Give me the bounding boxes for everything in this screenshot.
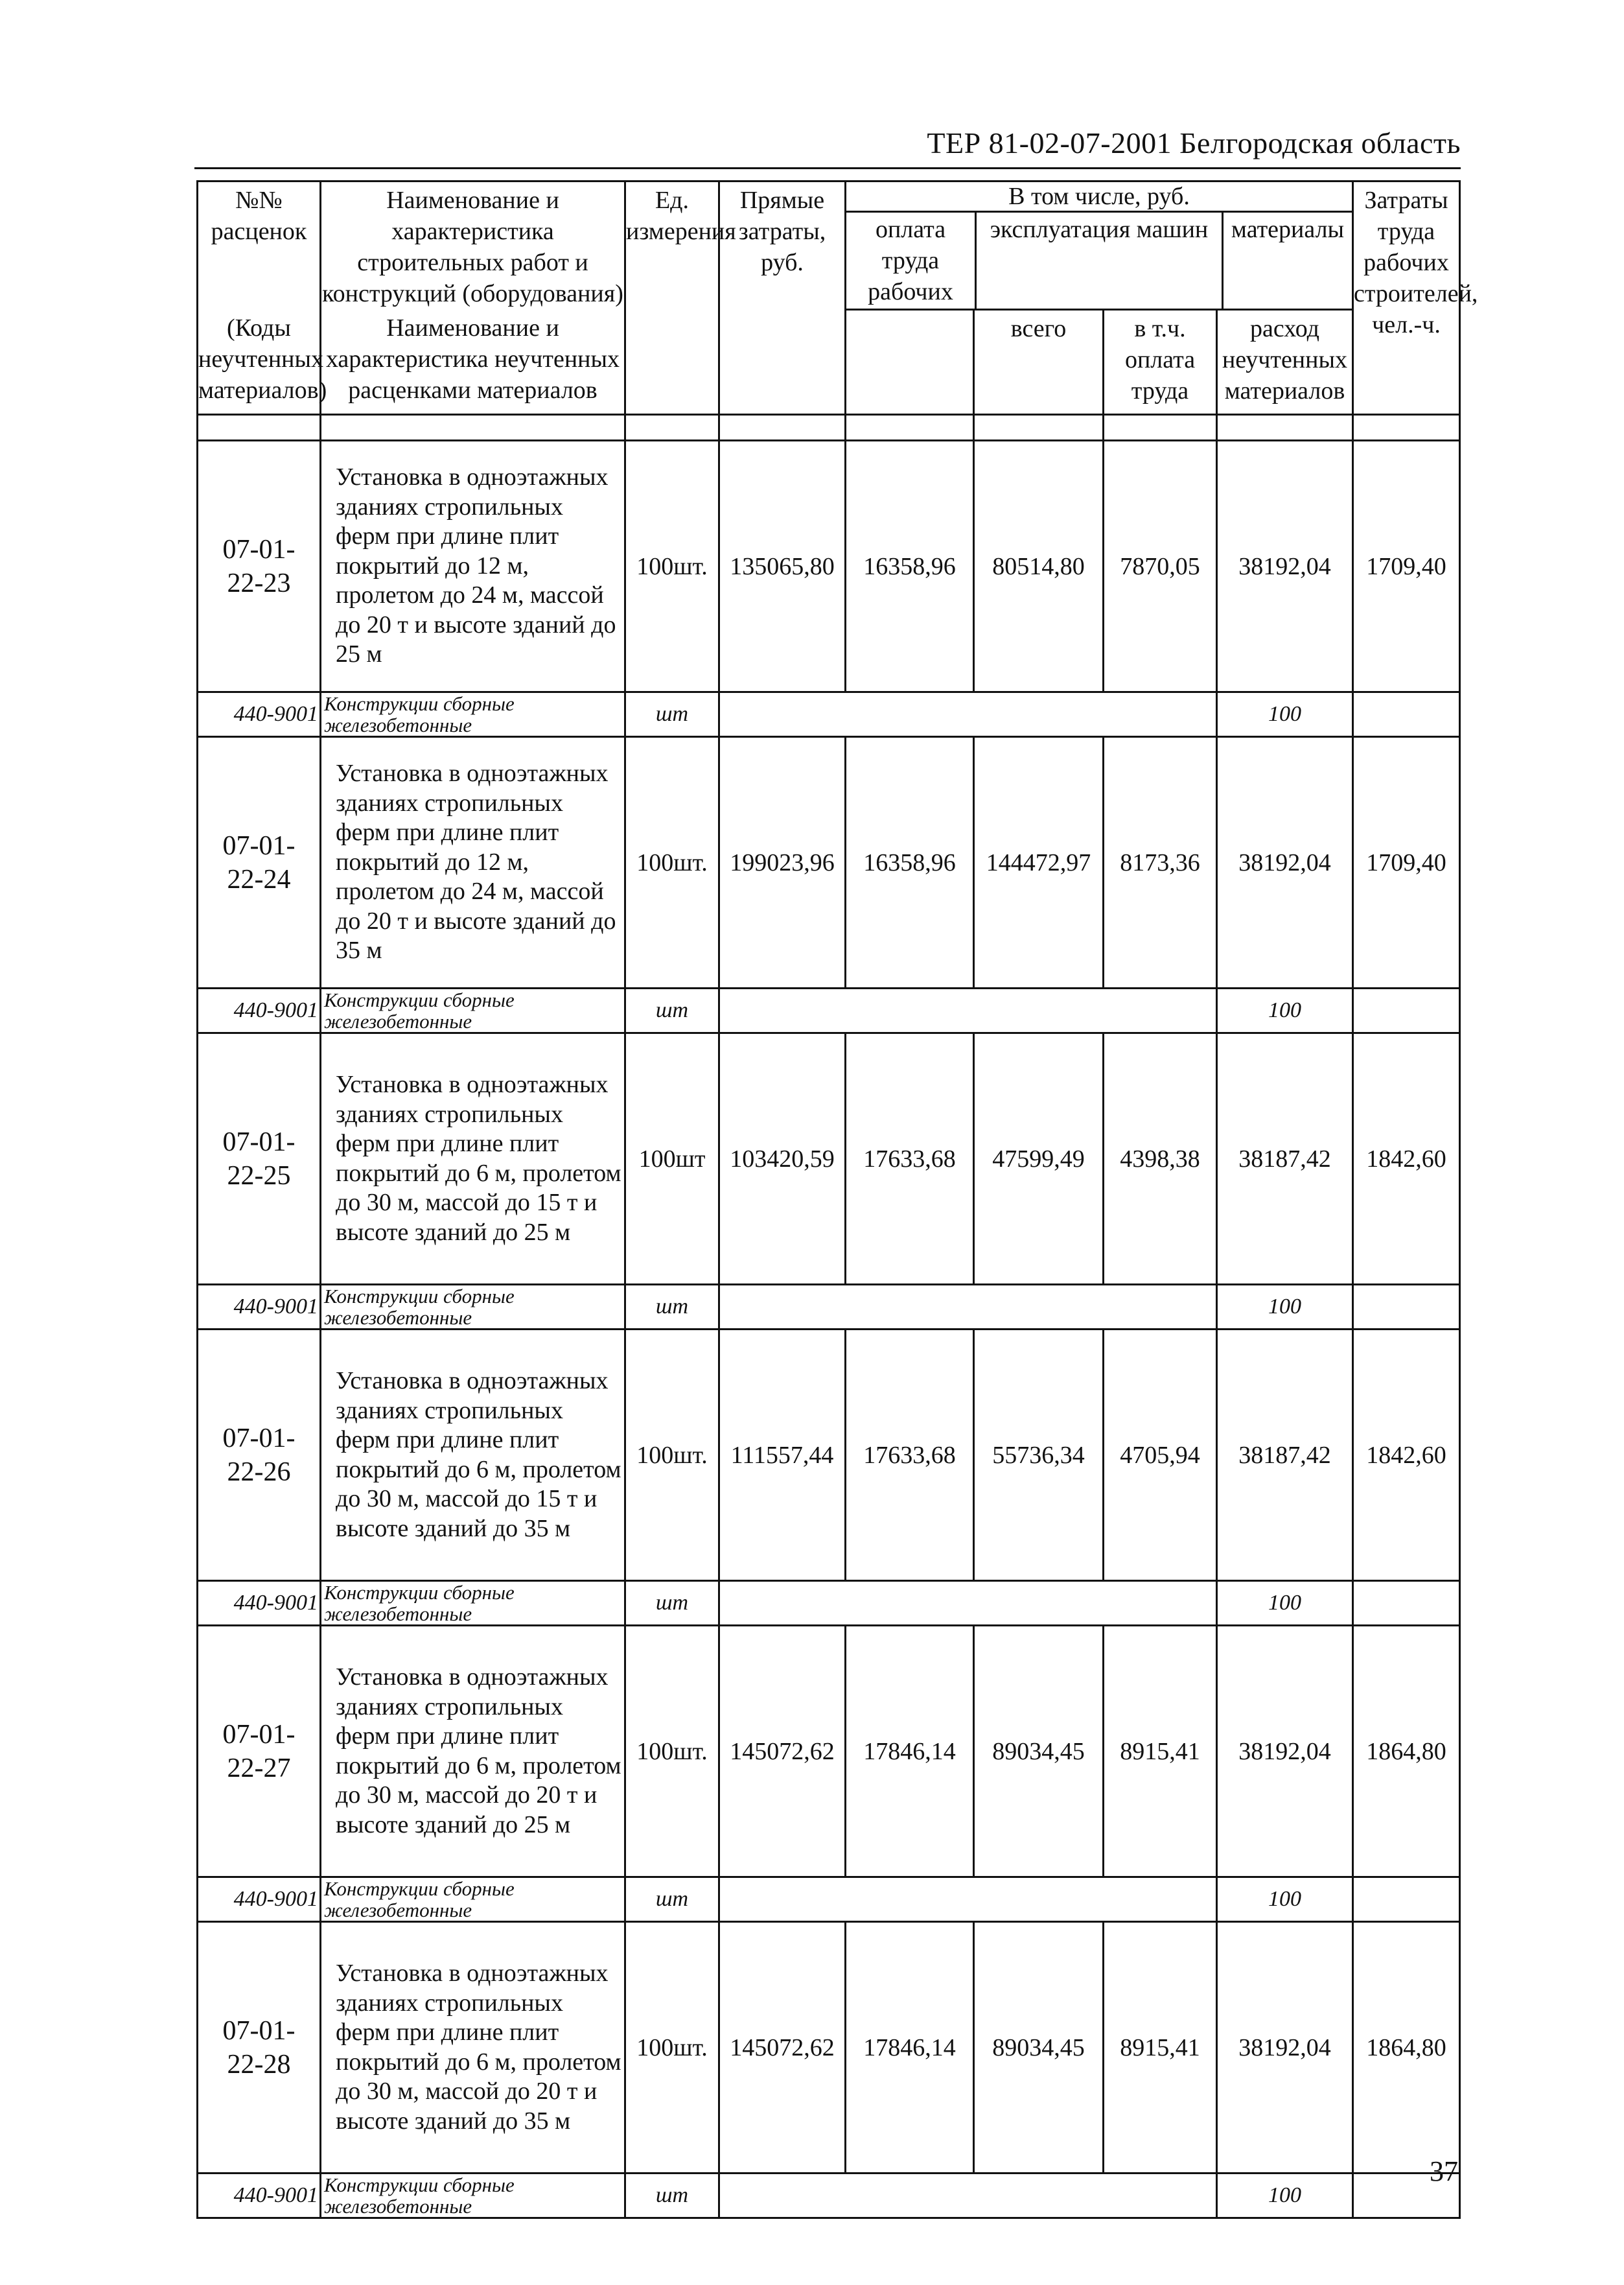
labor-hours: 1709,40 bbox=[1353, 737, 1460, 989]
col-name-header: Наименование и характеристика строительных работ и конструкций (оборудования) bbox=[321, 182, 625, 310]
col-materials-header: материалы bbox=[1231, 216, 1345, 243]
machines-labor-pay: 4398,38 bbox=[1104, 1033, 1217, 1285]
rate-code: 07-01-22-28 bbox=[198, 1922, 321, 2174]
work-name: Установка в одноэтажных зданиях стропильных ферм при длине плит покрытий до 6 м, пролетом до 30 м, массой до 15 т и высоте зданий до 25 м bbox=[321, 1033, 625, 1285]
machines-total: 89034,45 bbox=[974, 1626, 1104, 1877]
machines-total: 47599,49 bbox=[974, 1033, 1104, 1285]
header-rule bbox=[194, 167, 1461, 169]
table-header-row bbox=[198, 182, 1460, 310]
materials-cost: 38187,42 bbox=[1217, 1330, 1353, 1581]
gap-cell bbox=[321, 415, 625, 441]
unit-cell: 100шт. bbox=[625, 1626, 719, 1877]
page-number: 37 bbox=[1430, 2155, 1458, 2187]
direct-cost: 111557,44 bbox=[719, 1330, 846, 1581]
gap-cell bbox=[846, 415, 974, 441]
table-row bbox=[198, 1330, 1460, 1581]
col-labor-pay-header: оплата труда рабочих bbox=[846, 213, 977, 309]
material-row bbox=[198, 1581, 1460, 1626]
rate-code: 07-01-22-24 bbox=[198, 737, 321, 989]
material-unit: шт bbox=[625, 1285, 719, 1330]
machines-total: 80514,80 bbox=[974, 441, 1104, 692]
material-code: 440-9001 bbox=[198, 1581, 321, 1626]
material-blank bbox=[719, 692, 1217, 737]
col-direct-header: Прямые затраты, руб. bbox=[719, 182, 846, 415]
direct-cost: 145072,62 bbox=[719, 1922, 846, 2174]
material-code: 440-9001 bbox=[198, 1285, 321, 1330]
col-labor-header: Затраты труда рабочих строителей, чел.-ч. bbox=[1353, 182, 1460, 415]
material-quantity: 100 bbox=[1217, 2174, 1353, 2218]
materials-cost: 38192,04 bbox=[1217, 1922, 1353, 2174]
unit-cell: 100шт. bbox=[625, 1922, 719, 2174]
col-unit-header: Ед. измерения bbox=[625, 182, 719, 415]
rate-code: 07-01-22-23 bbox=[198, 441, 321, 692]
material-blank bbox=[719, 1581, 1217, 1626]
col-materials-subheader: расход неучтенных материалов bbox=[1217, 310, 1353, 415]
material-name: Конструкции сборные железобетонные bbox=[321, 1581, 625, 1626]
work-name: Установка в одноэтажных зданиях стропильных ферм при длине плит покрытий до 6 м, пролетом до 30 м, массой до 15 т и высоте зданий до 35 м bbox=[321, 1330, 625, 1581]
material-quantity: 100 bbox=[1217, 1581, 1353, 1626]
table-row bbox=[198, 737, 1460, 989]
work-name: Установка в одноэтажных зданиях стропильных ферм при длине плит покрытий до 6 м, пролетом до 30 м, массой до 20 т и высоте зданий до 35 м bbox=[321, 1922, 625, 2174]
material-row bbox=[198, 1877, 1460, 1922]
table-row bbox=[198, 1626, 1460, 1877]
rate-code: 07-01-22-26 bbox=[198, 1330, 321, 1581]
rate-code: 07-01-22-25 bbox=[198, 1033, 321, 1285]
material-name: Конструкции сборные железобетонные bbox=[321, 2174, 625, 2218]
materials-cost: 38192,04 bbox=[1217, 737, 1353, 989]
labor-hours: 1842,60 bbox=[1353, 1033, 1460, 1285]
page-header-title: ТЕР 81-02-07-2001 Белгородская область bbox=[927, 126, 1461, 159]
machines-total: 55736,34 bbox=[974, 1330, 1104, 1581]
direct-cost: 199023,96 bbox=[719, 737, 846, 989]
work-name: Установка в одноэтажных зданиях стропильных ферм при длине плит покрытий до 12 м, пролетом до 24 м, массой до 20 т и высоте зданий до 35 м bbox=[321, 737, 625, 989]
gap-cell bbox=[198, 415, 321, 441]
labor-pay: 16358,96 bbox=[846, 737, 974, 989]
rate-code: 07-01-22-27 bbox=[198, 1626, 321, 1877]
gap-cell bbox=[625, 415, 719, 441]
col-labor-pay-subheader bbox=[846, 310, 974, 415]
materials-cost: 38192,04 bbox=[1217, 1626, 1353, 1877]
labor-pay: 17633,68 bbox=[846, 1033, 974, 1285]
material-row bbox=[198, 692, 1460, 737]
unit-cell: 100шт. bbox=[625, 1330, 719, 1581]
material-code: 440-9001 bbox=[198, 1877, 321, 1922]
machines-labor-pay: 8173,36 bbox=[1104, 737, 1217, 989]
col-name-subheader: Наименование и характеристика неучтенных расценками материалов bbox=[321, 310, 625, 415]
direct-cost: 103420,59 bbox=[719, 1033, 846, 1285]
material-row bbox=[198, 989, 1460, 1033]
machines-labor-pay: 4705,94 bbox=[1104, 1330, 1217, 1581]
labor-pay: 17846,14 bbox=[846, 1626, 974, 1877]
table-row bbox=[198, 441, 1460, 692]
gap-cell bbox=[1104, 415, 1217, 441]
material-unit: шт bbox=[625, 989, 719, 1033]
material-quantity: 100 bbox=[1217, 989, 1353, 1033]
table-row bbox=[198, 1922, 1460, 2174]
material-unit: шт bbox=[625, 1877, 719, 1922]
material-labor-blank bbox=[1353, 692, 1460, 737]
labor-pay: 17846,14 bbox=[846, 1922, 974, 2174]
labor-pay: 17633,68 bbox=[846, 1330, 974, 1581]
material-labor-blank bbox=[1353, 1285, 1460, 1330]
table-row bbox=[198, 1033, 1460, 1285]
header-gap-row bbox=[198, 415, 1460, 441]
material-row bbox=[198, 1285, 1460, 1330]
material-name: Конструкции сборные железобетонные bbox=[321, 989, 625, 1033]
labor-hours: 1709,40 bbox=[1353, 441, 1460, 692]
material-labor-blank bbox=[1353, 1877, 1460, 1922]
labor-hours: 1864,80 bbox=[1353, 1922, 1460, 2174]
col-machines-header: эксплуатация машин bbox=[977, 213, 1224, 309]
material-name: Конструкции сборные железобетонные bbox=[321, 692, 625, 737]
materials-cost: 38187,42 bbox=[1217, 1033, 1353, 1285]
material-blank bbox=[719, 1877, 1217, 1922]
unit-cell: 100шт. bbox=[625, 737, 719, 989]
direct-cost: 145072,62 bbox=[719, 1626, 846, 1877]
col-machines-labor-header: в т.ч. оплата труда bbox=[1104, 310, 1217, 415]
col-code-subheader: (Коды неучтенных материалов) bbox=[198, 310, 321, 415]
material-unit: шт bbox=[625, 1581, 719, 1626]
unit-cell: 100шт. bbox=[625, 441, 719, 692]
material-quantity: 100 bbox=[1217, 1877, 1353, 1922]
material-name: Конструкции сборные железобетонные bbox=[321, 1285, 625, 1330]
machines-labor-pay: 8915,41 bbox=[1104, 1922, 1217, 2174]
labor-hours: 1864,80 bbox=[1353, 1626, 1460, 1877]
machines-labor-pay: 8915,41 bbox=[1104, 1626, 1217, 1877]
rates-table bbox=[196, 180, 1478, 2219]
labor-pay: 16358,96 bbox=[846, 441, 974, 692]
material-labor-blank bbox=[1353, 1581, 1460, 1626]
machines-total: 144472,97 bbox=[974, 737, 1104, 989]
machines-labor-pay: 7870,05 bbox=[1104, 441, 1217, 692]
material-code: 440-9001 bbox=[198, 692, 321, 737]
work-name: Установка в одноэтажных зданиях стропильных ферм при длине плит покрытий до 12 м, пролетом до 24 м, массой до 20 т и высоте зданий до 25 м bbox=[321, 441, 625, 692]
gap-cell bbox=[719, 415, 846, 441]
material-blank bbox=[719, 1285, 1217, 1330]
machines-total: 89034,45 bbox=[974, 1922, 1104, 2174]
material-unit: шт bbox=[625, 2174, 719, 2218]
material-name: Конструкции сборные железобетонные bbox=[321, 1877, 625, 1922]
gap-cell bbox=[1217, 415, 1353, 441]
material-code: 440-9001 bbox=[198, 989, 321, 1033]
material-quantity: 100 bbox=[1217, 1285, 1353, 1330]
materials-cost: 38192,04 bbox=[1217, 441, 1353, 692]
col-incl-header: В том числе, руб. bbox=[846, 182, 1352, 213]
work-name: Установка в одноэтажных зданиях стропильных ферм при длине плит покрытий до 6 м, пролетом до 30 м, массой до 20 т и высоте зданий до 25 м bbox=[321, 1626, 625, 1877]
gap-cell bbox=[974, 415, 1104, 441]
col-code-header: №№ расценок bbox=[198, 182, 321, 310]
col-incl-group bbox=[846, 182, 1353, 310]
material-blank bbox=[719, 989, 1217, 1033]
col-machines-total-header: всего bbox=[974, 310, 1104, 415]
material-blank bbox=[719, 2174, 1217, 2218]
direct-cost: 135065,80 bbox=[719, 441, 846, 692]
material-row bbox=[198, 2174, 1460, 2218]
gap-cell bbox=[1353, 415, 1460, 441]
material-labor-blank bbox=[1353, 989, 1460, 1033]
material-quantity: 100 bbox=[1217, 692, 1353, 737]
labor-hours: 1842,60 bbox=[1353, 1330, 1460, 1581]
material-code: 440-9001 bbox=[198, 2174, 321, 2218]
unit-cell: 100шт bbox=[625, 1033, 719, 1285]
material-unit: шт bbox=[625, 692, 719, 737]
